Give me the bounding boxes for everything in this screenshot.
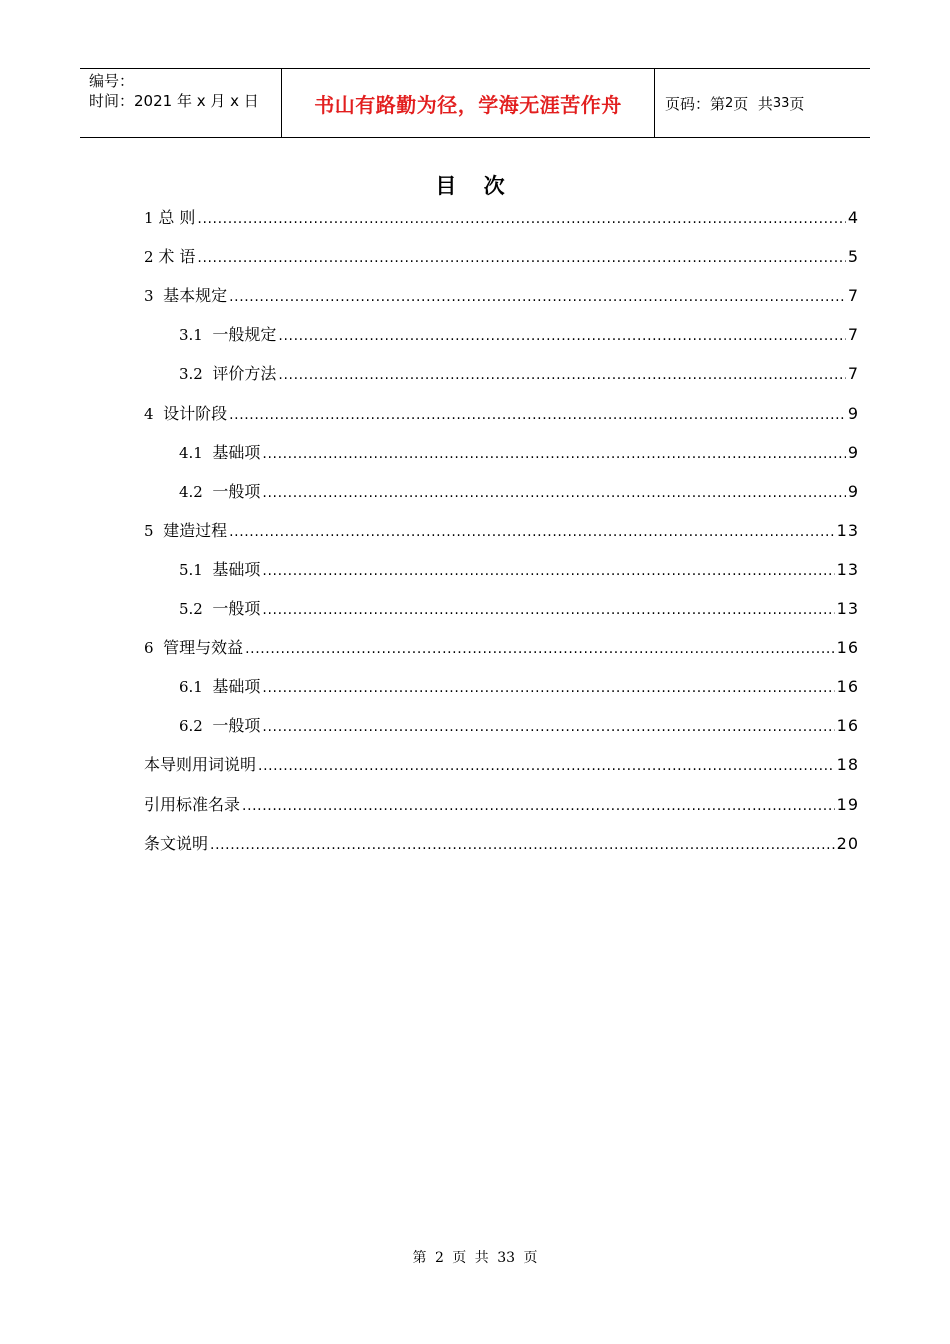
toc-entry[interactable] — [144, 401, 859, 427]
toc-leader-dots — [262, 680, 834, 696]
toc-entry-page: 5 — [847, 247, 859, 267]
toc-entry-page: 9 — [847, 481, 859, 501]
toc-entry-number: 4 — [144, 404, 164, 423]
toc-leader-dots — [278, 328, 845, 344]
toc-entry-label: 总 则 — [158, 208, 196, 227]
toc-leader-dots — [258, 758, 835, 774]
toc-leader-dots — [197, 211, 845, 227]
toc-entry-label: 一般项 — [212, 481, 261, 501]
toc-entry-number: 3.2 — [179, 365, 213, 384]
toc-entry-page: 9 — [847, 442, 859, 462]
toc-entry-page: 16 — [836, 716, 859, 736]
toc-leader-dots — [229, 289, 846, 305]
header-page-info — [655, 69, 870, 137]
toc-entry-label: 术 语 — [158, 247, 196, 267]
toc-entry-number: 3.1 — [179, 326, 213, 345]
toc-leader-dots — [262, 602, 834, 618]
toc-leader-dots — [242, 798, 835, 814]
toc-entry[interactable] — [144, 635, 859, 661]
toc-entry[interactable] — [144, 244, 859, 270]
toc-leader-dots — [197, 250, 845, 266]
toc-entry[interactable] — [179, 440, 859, 466]
toc-leader-dots — [262, 485, 845, 501]
toc-leader-dots — [245, 641, 835, 657]
toc-entry-number: 4.2 — [179, 482, 213, 501]
toc-entry[interactable] — [144, 518, 859, 544]
page-current: 2 — [725, 95, 734, 111]
document-time: 时间：2021 年 x 月 x 日 — [89, 92, 259, 110]
toc-entry[interactable] — [179, 713, 859, 739]
toc-entry-label: 基础项 — [212, 559, 261, 579]
page-suffix: 页 — [789, 94, 805, 113]
toc-entry-number: 6.1 — [179, 678, 213, 697]
toc-entry-page: 7 — [847, 325, 859, 345]
toc-entry[interactable] — [179, 322, 859, 348]
toc-entry-page: 13 — [836, 559, 859, 579]
toc-entry-label: 基础项 — [212, 442, 261, 462]
toc-entry-page: 4 — [847, 208, 859, 227]
toc-entry-label: 一般规定 — [212, 325, 277, 345]
toc-entry[interactable] — [144, 752, 859, 778]
toc-entry[interactable] — [179, 596, 859, 622]
toc-entry-number: 1 — [144, 209, 159, 227]
toc-leader-dots — [262, 719, 834, 735]
toc-entry-page: 7 — [847, 286, 859, 306]
toc-entry-page: 13 — [836, 599, 859, 618]
toc-entry[interactable] — [144, 792, 859, 818]
toc-leader-dots — [229, 407, 846, 423]
toc-entry-label: 设计阶段 — [163, 403, 228, 423]
toc-entry-label: 管理与效益 — [163, 638, 244, 658]
toc-entry-page: 19 — [836, 794, 859, 814]
toc-entry-number: 5 — [144, 521, 164, 540]
page-prefix: 页码：第 — [665, 94, 726, 113]
toc-entry-label: 引用标准名录 — [144, 794, 241, 814]
toc-entry-label: 一般项 — [212, 716, 261, 736]
page-footer: 第 2 页 共 33 页 — [412, 1250, 538, 1266]
page-mid: 页 共 — [733, 94, 773, 113]
document-code: 编号： — [89, 72, 135, 90]
toc-leader-dots — [229, 524, 835, 540]
toc-entry-label: 本导则用词说明 — [144, 755, 257, 775]
toc-entry-number: 3 — [144, 287, 164, 306]
header-meta — [80, 69, 281, 137]
toc-entry-page: 9 — [847, 403, 859, 423]
header-motto: 书山有路勤为径，学海无涯苦作舟 — [314, 92, 622, 117]
toc-entry-number: 2 — [144, 248, 159, 267]
toc-entry-label: 一般项 — [212, 599, 261, 618]
page-header — [80, 68, 870, 138]
toc-entry-number: 5.2 — [179, 600, 213, 618]
toc-entry[interactable] — [179, 479, 859, 505]
toc-leader-dots — [262, 446, 845, 462]
toc-entry-page: 13 — [836, 520, 859, 540]
page-title: 目 次 — [435, 174, 515, 198]
toc-entry-label: 建造过程 — [163, 520, 228, 540]
toc-entry-number: 5.1 — [179, 560, 213, 579]
toc-entry-label: 评价方法 — [212, 364, 277, 384]
page-total: 33 — [772, 95, 790, 111]
toc-entry-page: 18 — [836, 755, 859, 775]
toc-entry-page: 20 — [836, 833, 859, 853]
toc-entry-label: 基础项 — [212, 677, 261, 697]
header-motto-cell — [281, 69, 655, 137]
toc-entry[interactable] — [144, 205, 859, 231]
toc-entry-label: 基本规定 — [163, 286, 228, 306]
toc-entry-page: 16 — [836, 677, 859, 697]
toc-entry[interactable] — [179, 674, 859, 700]
toc-entry-page: 16 — [836, 638, 859, 658]
toc-leader-dots — [278, 367, 845, 383]
toc-leader-dots — [210, 837, 835, 853]
toc-entry[interactable] — [144, 831, 859, 857]
toc-entry-label: 条文说明 — [144, 833, 209, 853]
toc-entry-page: 7 — [847, 364, 859, 384]
toc-entry-number: 6 — [144, 639, 164, 658]
toc-entry-number: 4.1 — [179, 443, 213, 462]
toc-entry[interactable] — [144, 283, 859, 309]
toc-entry[interactable] — [179, 557, 859, 583]
toc-entry-number: 6.2 — [179, 717, 213, 736]
toc-leader-dots — [262, 563, 834, 579]
toc-entry[interactable] — [179, 361, 859, 387]
